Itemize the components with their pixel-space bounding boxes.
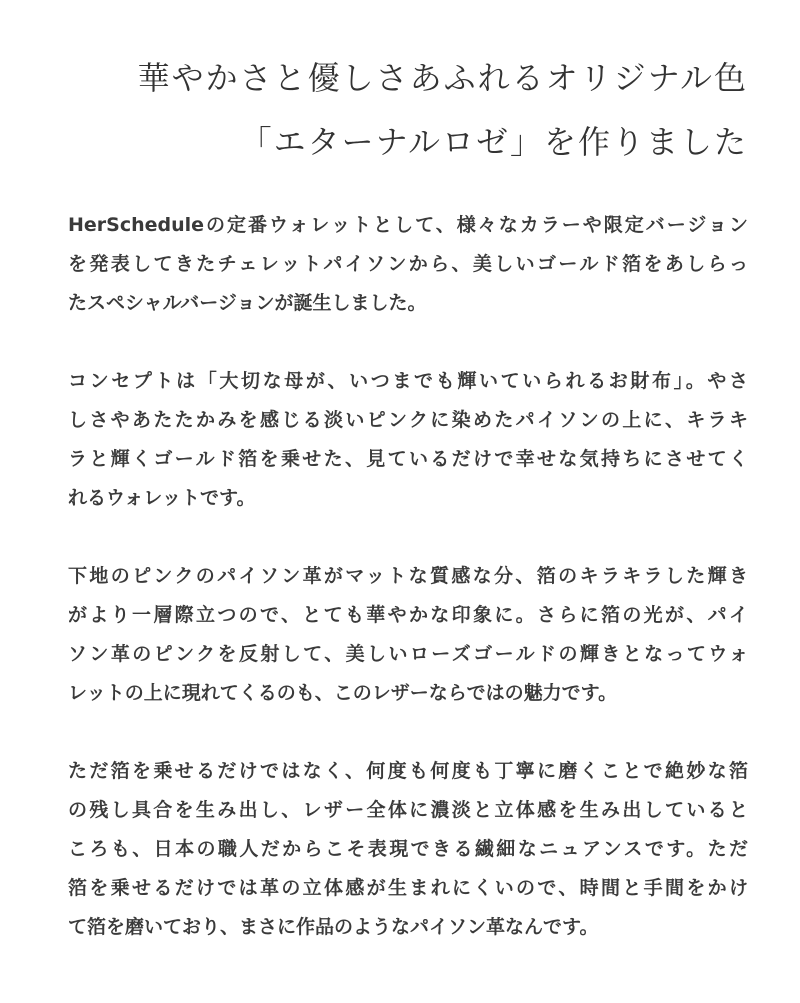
paragraph-line: ソン革のピンクを反射して、美しいローズゴールドの輝きとなってウォ <box>68 643 748 665</box>
heading-line-2: 「エターナルロゼ」を作りました <box>239 123 748 161</box>
paragraph-line: ただ箔を乗せるだけではなく、何度も何度も丁寧に磨くことで絶妙な箔 <box>68 760 748 782</box>
paragraph-line: たスペシャルバージョンが誕生しました。 <box>68 292 427 314</box>
paragraph-1 <box>68 206 748 323</box>
paragraph-line: コンセプトは「大切な母が、いつまでも輝いていられるお財布」。やさ <box>68 370 748 392</box>
paragraph-line: を発表してきたチェレットパイソンから、美しいゴールド箔をあしらっ <box>68 253 748 275</box>
paragraph-4 <box>68 752 748 947</box>
paragraph-line: ラと輝くゴールド箔を乗せた、見ているだけで幸せな気持ちにさせてく <box>68 448 748 470</box>
paragraph-line: レットの上に現れてくるのも、このレザーならではの魅力です。 <box>68 682 618 704</box>
paragraph-2 <box>68 362 748 518</box>
paragraph-line: がより一層際立つので、とても華やかな印象に。さらに箔の光が、パイ <box>68 604 748 626</box>
heading-line-1: 華やかさと優しさあふれるオリジナル色 <box>137 59 748 97</box>
paragraph-line: しさやあたたかみを感じる淡いピンクに染めたパイソンの上に、キラキ <box>68 409 748 431</box>
paragraph-line: て箔を磨いており、まさに作品のようなパイソン革なんです。 <box>68 916 599 938</box>
paragraph-line: 下地のピンクのパイソン革がマットな質感な分、箔のキラキラした輝き <box>68 565 748 587</box>
paragraph-line: HerScheduleの定番ウォレットとして、様々なカラーや限定バージョン <box>68 214 748 236</box>
body-text <box>68 206 748 986</box>
paragraph-3 <box>68 557 748 713</box>
paragraph-line: ころも、日本の職人だからこそ表現できる繊細なニュアンスです。ただ <box>68 838 748 860</box>
paragraph-line: の残し具合を生み出し、レザー全体に濃淡と立体感を生み出していると <box>68 799 748 821</box>
paragraph-line: 箔を乗せるだけでは革の立体感が生まれにくいので、時間と手間をかけ <box>68 877 748 899</box>
paragraph-line: れるウォレットです。 <box>68 487 256 509</box>
